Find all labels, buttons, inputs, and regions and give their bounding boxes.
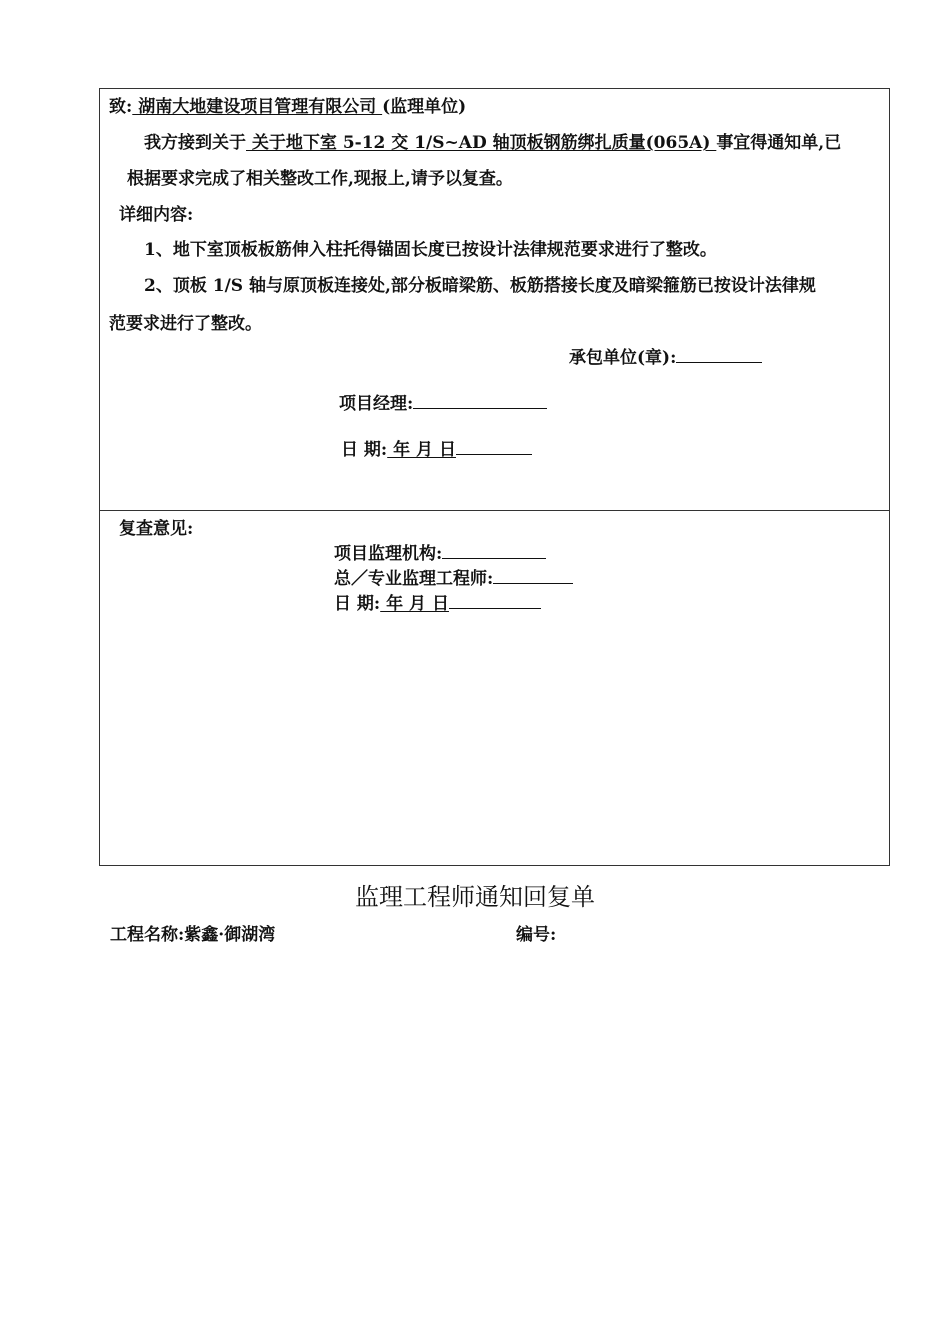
addressee-line: [109, 92, 466, 117]
review-date-fill: 年 月 日: [380, 594, 449, 614]
intro-line: [144, 128, 841, 153]
project-name: 紫鑫·御湖湾: [184, 925, 276, 945]
detail-label: 详细内容:: [119, 205, 194, 225]
document-title: 监理工程师通知回复单: [355, 883, 595, 911]
project-name-line: [110, 920, 275, 945]
engineer-label: 总／专业监理工程师:: [334, 569, 494, 589]
intro-prefix: 我方接到关于: [144, 133, 246, 153]
date-fill: 年 月 日: [387, 440, 456, 460]
reply-date: [341, 435, 532, 460]
detail-item-2-cont: 范要求进行了整改。: [109, 314, 262, 334]
reply-form: [99, 88, 890, 866]
project-manager-signature: [339, 389, 547, 414]
review-label: 复查意见:: [119, 519, 194, 539]
intro-line-2: 根据要求完成了相关整改工作,现报上,请予以复查。: [127, 169, 513, 189]
review-date-blank: [449, 594, 541, 609]
supervision-org-signature: [334, 539, 546, 564]
org-blank: [442, 544, 546, 559]
section-divider: [100, 510, 889, 511]
date-blank: [456, 440, 532, 455]
to-suffix: (监理单位): [382, 97, 467, 117]
notice-subject: 关于地下室 5-12 交 1/S~AD 轴顶板钢筋绑扎质量(065A): [246, 133, 717, 153]
review-date-label: 日 期:: [334, 594, 381, 614]
engineer-signature: [334, 564, 573, 589]
date-label: 日 期:: [341, 440, 388, 460]
number-label: 编号:: [516, 925, 557, 945]
to-label: 致:: [109, 97, 133, 117]
pm-label: 项目经理:: [339, 394, 414, 414]
supervisor-org: 湖南大地建设项目管理有限公司: [132, 97, 383, 117]
contractor-blank: [676, 348, 762, 363]
detail-item-2: 2、顶板 1/S 轴与原顶板连接处,部分板暗梁筋、板筋搭接长度及暗梁箍筋已按设计法律规: [144, 276, 816, 296]
intro-suffix: 事宜得通知单,已: [716, 133, 842, 153]
contractor-label: 承包单位(章):: [569, 348, 677, 368]
engineer-blank: [493, 569, 573, 584]
project-label: 工程名称:: [110, 925, 185, 945]
contractor-signature: [569, 343, 762, 368]
org-label: 项目监理机构:: [334, 544, 443, 564]
pm-blank: [413, 394, 547, 409]
review-date: [334, 589, 541, 614]
detail-item-1: 1、地下室顶板板筋伸入柱托得锚固长度已按设计法律规范要求进行了整改。: [144, 240, 717, 260]
